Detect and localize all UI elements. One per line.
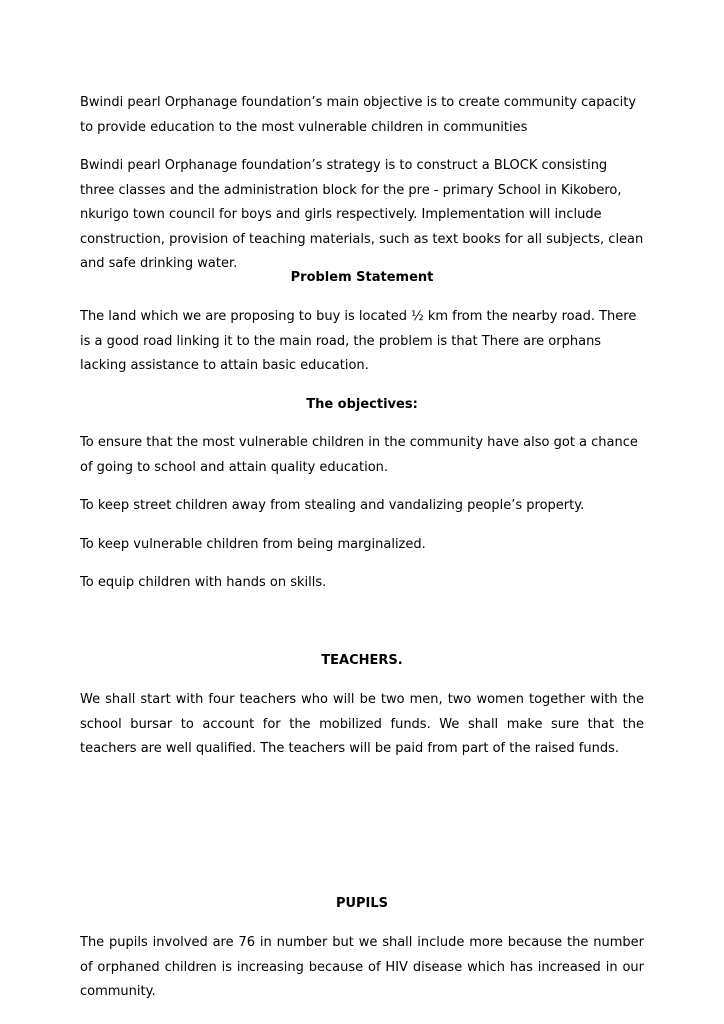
problem-statement-heading: Problem Statement <box>290 270 434 285</box>
teachers-paragraph: We shall start with four teachers who will be two men, two women together with the school bursar to account for the mobilized funds. We shall make sure that the teachers are well qualified. The teachers will be paid from part of the raised funds. <box>80 692 644 756</box>
objective-item: To equip children with hands on skills. <box>80 575 327 590</box>
objective-paragraph: Bwindi pearl Orphanage foundation’s main objective is to create community capacity to provide education to the most vulnerable children in communities <box>80 95 637 135</box>
problem-statement-paragraph: The land which we are proposing to buy is located ½ km from the nearby road. There is a good road linking it to the main road, the problem is that There are orphans lacking assistance to attain basic education. <box>80 309 637 373</box>
pupils-paragraph: The pupils involved are 76 in number but we shall include more because the number of orphaned children is increasing because of HIV disease which has increased in our community. <box>80 935 644 999</box>
objective-item: To keep street children away from stealing and vandalizing people’s property. <box>80 498 585 513</box>
teachers-heading: TEACHERS. <box>321 653 403 668</box>
pupils-heading: PUPILS <box>335 896 389 911</box>
objective-item: To ensure that the most vulnerable children in the community have also got a chance of going to school and attain quality education. <box>80 435 638 475</box>
objective-item: To keep vulnerable children from being marginalized. <box>80 537 426 552</box>
objectives-heading: The objectives: <box>306 397 418 412</box>
strategy-paragraph: Bwindi pearl Orphanage foundation’s strategy is to construct a BLOCK consisting three classes and the administration block for the pre - primary School in Kikobero, nkurigo town council for boys and girls respectively. Implementation will include construction, provision of teaching materials, such as text books for all subjects, clean and safe drinking water. <box>80 158 644 271</box>
